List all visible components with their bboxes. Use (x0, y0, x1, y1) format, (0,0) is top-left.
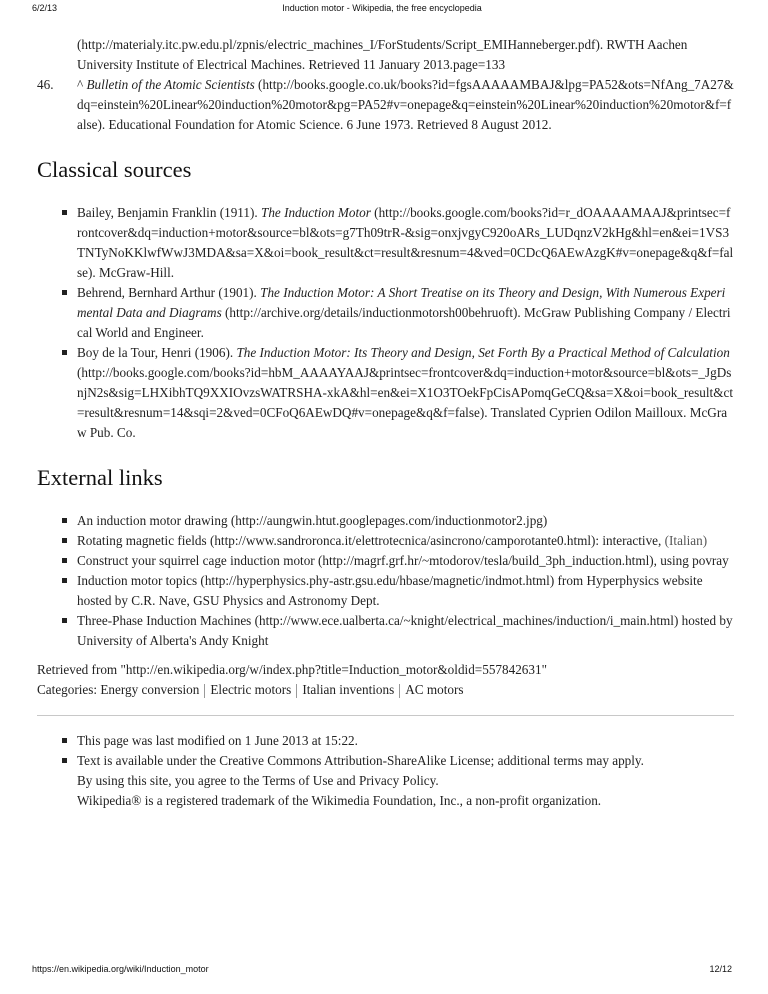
reference-45-continued (37, 35, 734, 75)
ref45-line2: University Institute of Electrical Machines. Retrieved 11 January 2013.page=133 (77, 57, 506, 72)
categories-label[interactable]: Categories: (37, 682, 98, 697)
external-link[interactable]: Three-Phase Induction Machines (http://www.ece.ualberta.ca/~knight/electrical_machines/induction/i_main.html) hosted by University of Alberta's Andy Knight (77, 613, 733, 648)
print-header (32, 3, 732, 17)
external-link[interactable]: Construct your squirrel cage induction motor (http://magrf.grf.hr/~mtodorov/tesla/build_3ph_induction.html), using povray (77, 553, 729, 568)
list-item[interactable] (37, 531, 734, 551)
reference-46 (37, 75, 734, 135)
external-link[interactable]: Induction motor topics (http://hyperphysics.phy-astr.gsu.edu/hbase/magnetic/indmot.html) from Hyperphysics website hosted by C.R. Nave, GSU Physics and Astronomy Dept. (77, 573, 703, 608)
source-author: Behrend, Bernhard Arthur (1901). (77, 285, 257, 300)
classical-sources-heading: Classical sources (37, 157, 192, 182)
classical-sources-list (37, 203, 734, 443)
source-author: Bailey, Benjamin Franklin (1911). (77, 205, 258, 220)
external-link[interactable]: An induction motor drawing (http://aungwin.htut.googlepages.com/inductionmotor2.jpg) (77, 513, 548, 528)
list-item (37, 283, 734, 343)
ref46-number: 46. (37, 77, 54, 92)
category-link[interactable]: Italian inventions (302, 682, 395, 697)
list-item (37, 203, 734, 283)
source-link[interactable]: (http://books.google.com/books?id=hbM_AAAAYAAJ&printsec=frontcover&dq=induction+motor&source=bl&ots=_JgDsnjN2s&sig=LHXibhTQ9XXIOvzsWATRSHA-xkA&hl=en&ei=X1O3TOekFpCisAPomqGeCQ&sa=X&oi=book_result&ct=result&resnum=14&sqi=2&ved=0CFoQ6AEwDQ#v=onepage&q&f=false). Translated Cyprien Odilon Mailloux. McGraw Pub. Co. (77, 365, 733, 440)
list-item (37, 731, 734, 751)
external-links-list (37, 511, 734, 651)
list-item[interactable] (37, 511, 734, 531)
source-link[interactable]: (http://archive.org/details/inductionmotorsh00behruoft). McGraw Publishing Company / Electrical World and Engineer. (77, 305, 731, 340)
external-link[interactable]: Rotating magnetic fields (http://www.sandroronca.it/elettrotecnica/asincrono/camporotante0.html): interactive, (77, 533, 662, 548)
category-link[interactable]: Electric motors (210, 682, 292, 697)
terms-text[interactable]: By using this site, you agree to the Terms of Use and Privacy Policy. (77, 773, 439, 788)
external-links-heading: External links (37, 465, 163, 490)
list-item[interactable] (37, 551, 734, 571)
retrieved-from[interactable]: Retrieved from "http://en.wikipedia.org/w/index.php?title=Induction_motor&oldid=557842631" (37, 662, 547, 677)
print-date: 6/2/13 (32, 3, 58, 13)
category-links (37, 680, 734, 700)
source-author: Boy de la Tour, Henri (1906). (77, 345, 234, 360)
license-text[interactable]: Text is available under the Creative Commons Attribution-ShareAlike License; additional terms may apply. (77, 753, 644, 768)
source-title[interactable]: The Induction Motor: A Short Treatise on its Theory and Design, With Numerous Experimental Data and Diagrams (77, 285, 726, 320)
footer-divider (37, 715, 734, 716)
ref46-details[interactable]: (http://books.google.co.uk/books?id=fgsAAAAAMBAJ&lpg=PA52&ots=NfAng_7A27&dq=einstein%20Linear%20induction%20motor&pg=PA52#v=onepage&q=einstein%20Linear%20induction%20motor&f=false). Educational Foundation for Atomic Science. 6 June 1973. Retrieved 8 August 2012. (77, 77, 734, 132)
page-number: 12/12 (709, 964, 732, 974)
source-title[interactable]: The Induction Motor: Its Theory and Design, Set Forth By a Practical Method of Calculation (236, 345, 730, 360)
language-tag: (Italian) (664, 533, 708, 548)
list-item (37, 751, 734, 811)
last-modified: This page was last modified on 1 June 2013 at 15:22. (77, 733, 358, 748)
ref46-title[interactable]: Bulletin of the Atomic Scientists (86, 77, 255, 92)
print-url: https://en.wikipedia.org/wiki/Induction_motor (32, 964, 209, 974)
category-link[interactable]: Energy conversion (100, 682, 200, 697)
trademark-text: Wikipedia® is a registered trademark of the Wikimedia Foundation, Inc., a non-profit organization. (77, 793, 602, 808)
list-item[interactable] (37, 571, 734, 611)
category-link[interactable]: AC motors (405, 682, 464, 697)
footer-info-list (37, 731, 734, 811)
ref45-line1[interactable]: (http://materialy.itc.pw.edu.pl/zpnis/electric_machines_I/ForStudents/Script_EMIHanneberger.pdf). RWTH Aachen (77, 37, 688, 52)
print-title: Induction motor - Wikipedia, the free encyclopedia (282, 3, 482, 13)
article-content (37, 35, 734, 811)
source-title[interactable]: The Induction Motor (260, 205, 371, 220)
print-footer (32, 964, 732, 978)
source-link[interactable]: (http://books.google.com/books?id=r_dOAAAAMAAJ&printsec=frontcover&dq=induction+motor&source=bl&ots=g7Th09trR-&sig=onxjvgyC920oARs_LUDqnzV2kHg&hl=en&ei=1VS3TNTyNoKKlwfWwJ3MDA&sa=X&oi=book_result&ct=result&resnum=4&ved=0CDcQ6AEwAzgK#v=onepage&q&f=false). McGraw-Hill. (77, 205, 734, 280)
ref46-backlink[interactable]: ^ (77, 77, 84, 92)
list-item[interactable] (37, 611, 734, 651)
list-item (37, 343, 734, 443)
